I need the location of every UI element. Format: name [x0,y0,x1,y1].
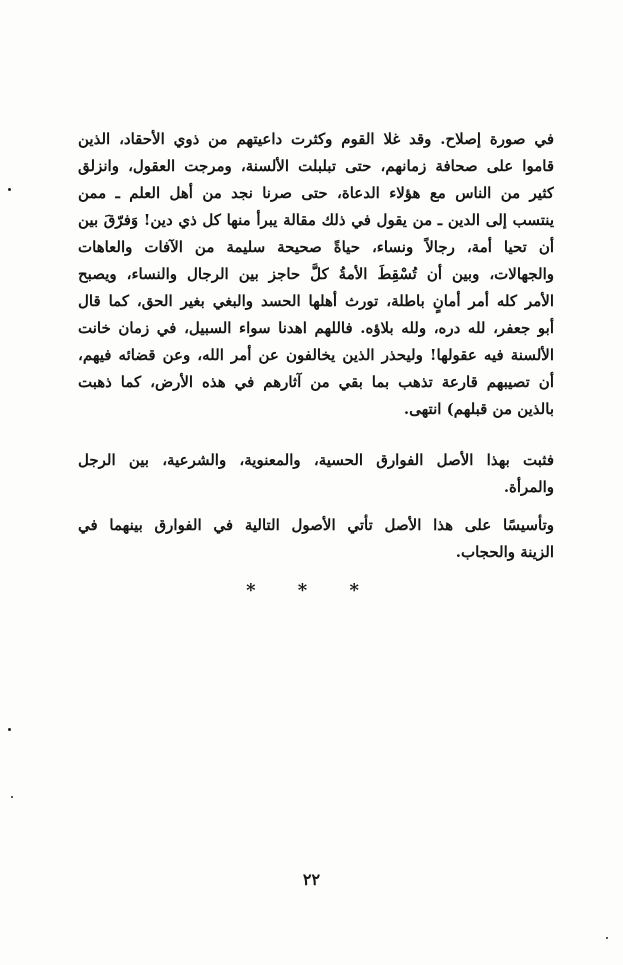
text-line: الأمر كله أمر أمانٍ باطلة، تورث أهلها الحسد والبغي بغير الحق، كما قال [78,292,554,310]
text-line: أبو جعفر، لله دره، ولله بلاؤه. فاللهم اهدنا سواء السبيل، في زمان خانت [78,319,554,337]
text-line: الألسنة فيه عقولها! وليحذر الذين يخالفون عن أمر الله، وعن قضائه فيهم، [78,346,554,364]
scan-speck [8,188,11,191]
paragraph-quote-ending [78,126,554,423]
paragraph-foundation [78,512,554,566]
scan-speck [606,937,608,939]
text-line: كثير من الناس مع هؤلاء الدعاة، حتى صرنا نجد من أهل العلم ـ ممن [78,184,554,202]
section-separator: * * * [246,580,377,601]
text-line: بالذين من قبلهم) انتهى. [403,400,554,418]
text-line: فثبت بهذا الأصل الفوارق الحسية، والمعنوية، والشرعية، بين الرجل [78,451,554,469]
text-line: الزينة والحجاب. [455,543,554,561]
scan-speck [11,796,13,798]
page-number: ٢٢ [302,870,321,889]
paragraph-differences [78,447,554,501]
text-line: أن تحيا أمة، رجالاً ونساء، حياةً صحيحة سليمة من الآفات والعاهات [78,238,554,256]
text-line: أن تصيبهم قارعة تذهب بما بقي من آثارهم في هذه الأرض، كما ذهبت [78,373,554,391]
text-line: والمرأة. [503,478,554,496]
text-line: قاموا على صحافة زمانهم، حتى تبلبلت الألسنة، ومرجت العقول، وانزلق [78,157,554,175]
text-line: في صورة إصلاح. وقد غلا القوم وكثرت داعيتهم من ذوي الأحقاد، الذين [78,130,554,148]
scan-speck [8,728,11,731]
text-line: ينتسب إلى الدين ـ من يقول في ذلك مقالة يبرأ منها كل ذي دين! وَفرّقَ بين [78,211,554,229]
text-line: وتأسيسًا على هذا الأصل تأتي الأصول التالية في الفوارق بينهما في [78,516,554,534]
text-line: والجهالات، وبين أن تُسْقِطَ الأمةُ كلَّ حاجز بين الرجال والنساء، ويصبح [78,265,554,283]
